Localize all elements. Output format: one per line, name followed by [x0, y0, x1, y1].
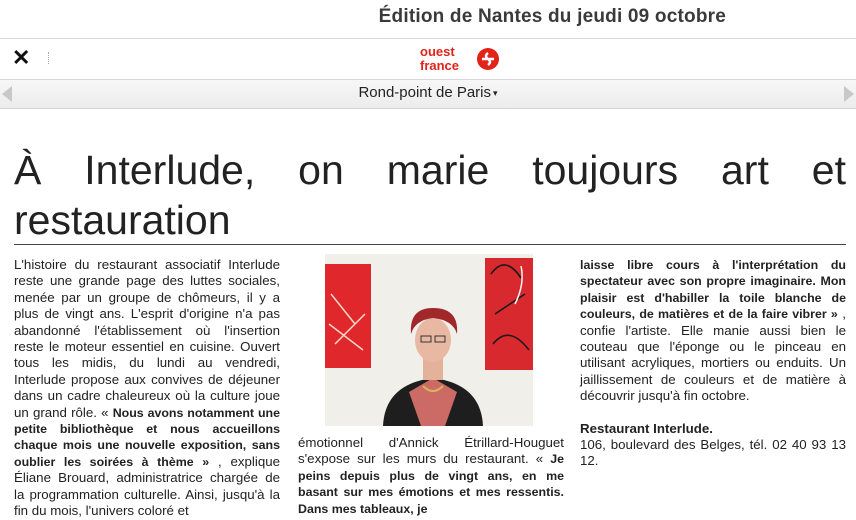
- col1-text: L'histoire du restaurant associatif Interlude reste une grande page des luttes sociales, menée par un groupe de chômeurs, il y a plus de vingt ans. L'esprit d'origine n'a pas abandonné l'établissement où l'insertion reste le moteur essentiel en cuisine. Ouvert tous les midis, du lundi au vendredi, Interlude propose aux convives de déjeuner dans un cadre chaleureux où la culture joue un grand rôle. «: [14, 257, 280, 420]
- close-icon[interactable]: ✕: [12, 45, 31, 70]
- col1-quote: Nous avons notamment une petite bibliothèque et nous accueillons chaque mois une nouvelle exposition, sans oublier les soirées à thème »: [14, 405, 280, 469]
- edition-bar: [0, 0, 856, 36]
- article-column-3: [580, 257, 846, 470]
- col3-text: , confie l'artiste. Elle manie aussi bien le couteau que l'éponge ou le pinceau en utilisant acryliques, mortiers ou enduits. Un jaillissement de couleurs et de matière à découvrir jusqu'à fin octobre.: [580, 306, 846, 404]
- app-header: [0, 38, 856, 80]
- article-paragraph: [14, 257, 280, 520]
- title-divider: [14, 244, 846, 245]
- col1-text2: , explique Éliane Brouard, administratrice chargée de la programmation culturelle. Ainsi, jusqu'à la fin du mois, l'univers coloré et: [14, 453, 281, 519]
- section-selector[interactable]: [0, 84, 856, 101]
- article-paragraph: [298, 435, 564, 517]
- logo-text-ouest: ouest: [420, 44, 455, 59]
- logo-text-france: france: [420, 58, 460, 73]
- article-column-1: [14, 257, 280, 520]
- article-paragraph: [580, 257, 846, 405]
- info-address: 106, boulevard des Belges, tél. 02 40 93 13 12.: [580, 437, 846, 469]
- article-photo[interactable]: [325, 254, 533, 426]
- artist-photo-image: [325, 254, 533, 426]
- chevron-down-icon: ▾: [493, 87, 498, 98]
- next-arrow-icon[interactable]: [844, 86, 854, 102]
- ouest-france-logo: [418, 43, 502, 75]
- article-title: À Interlude, on marie toujours art et restauration: [14, 147, 846, 244]
- section-nav: [0, 80, 856, 109]
- header-separator: [48, 52, 50, 64]
- col3-quote: laisse libre cours à l'interprétation du spectateur avec son propre imaginaire. Mon plaisir est d'habiller la toile blanche de couleurs, de matières et de la faire vibrer »: [580, 258, 846, 322]
- col2-quote: Je peins depuis plus de vingt ans, en me basant sur mes émotions et mes ressentis. Dans mes tableaux, je: [298, 452, 564, 516]
- col2-text: émotionnel d'Annick Étrillard-Houguet s'expose sur les murs du restaurant. «: [298, 435, 564, 467]
- section-label: Rond-point de Paris: [358, 84, 492, 101]
- edition-title: Édition de Nantes du jeudi 09 octobre: [378, 6, 726, 27]
- info-title: Restaurant Interlude.: [580, 420, 713, 436]
- article-column-2: [298, 435, 564, 517]
- practical-info: [580, 421, 846, 470]
